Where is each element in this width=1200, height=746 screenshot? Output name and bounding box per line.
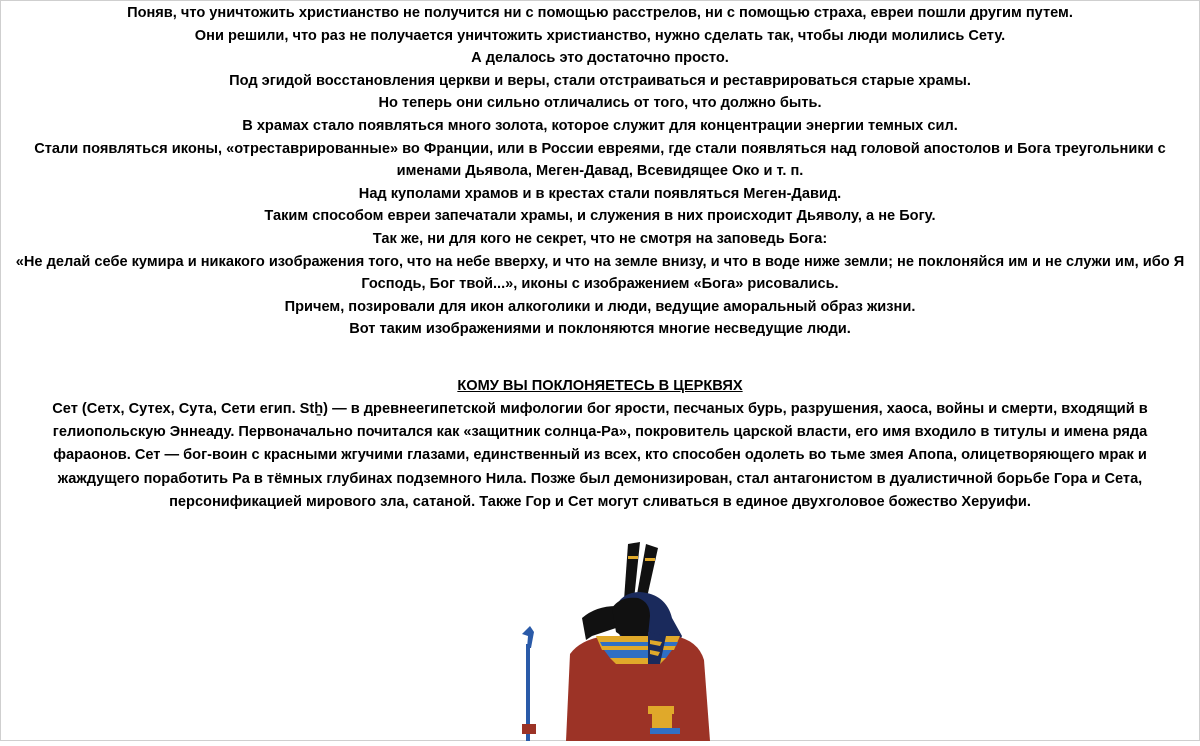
intro-text	[0, 0, 1200, 341]
section-title: КОМУ ВЫ ПОКЛОНЯЕТЕСЬ В ЦЕРКВЯХ	[457, 377, 743, 394]
intro-line: Поняв, что уничтожить христианство не получится ни с помощью расстрелов, ни с помощью страха, евреи пошли другим путем.	[127, 5, 1073, 21]
intro-line: Но теперь они сильно отличались от того, что должно быть.	[378, 95, 822, 112]
intro-line: Над куполами храмов и в крестах стали появляться Меген-Давид.	[358, 185, 842, 202]
section-body: Сет (Сетх, Сутех, Сута, Сети егип. Stẖ) — в древнеегипетской мифологии бог ярости, песчаных бурь, разрушения, хаоса, войны и смерти, входящий в гелиопольскую Эннеаду. Первоначально почитался как «защитник солнца-Ра», покровитель царской власти, его имя входило в титулы и имена ряда фараонов. Сет — бог-воин с красными жгучими глазами, единственный из всех, кто способен одолеть во тьме змея Апопа, олицетворяющего мрак и жаждущего поработить Ра в тёмных глубинах подземного Нила. Позже был демонизирован, стал антагонистом в дуалистичной борьбе Гора и Сета, персонификацией мирового зла, сатаной. Также Гор и Сет могут сливаться в единое двухголовое божество Херуифи.	[52, 400, 1148, 511]
intro-line: Стали появляться иконы, «отреставрированные» во Франции, или в России евреями, где стали появляться над головой апостолов и Бога треугольники с именами Дьявола, Меген-Давад, Всевидящее Око и т. п.	[34, 140, 1166, 180]
intro-line: Вот таким изображениями и поклоняются многие несведущие люди.	[349, 321, 851, 338]
intro-line: Под эгидой восстановления церкви и веры, стали отстраиваться и реставрироваться старые храмы.	[229, 72, 971, 89]
intro-line: А делалось это достаточно просто.	[471, 50, 729, 67]
set-deity-illustration	[500, 536, 720, 741]
intro-line: Причем, позировали для икон алкоголики и люди, ведущие аморальный образ жизни.	[284, 298, 916, 315]
intro-line: Так же, ни для кого не секрет, что не смотря на заповедь Бога:	[372, 230, 828, 247]
set-figure-image	[500, 536, 720, 741]
head	[612, 598, 650, 640]
intro-line: Таким способом евреи запечатали храмы, и служения в них происходит Дьяволу, а не Богу.	[264, 208, 936, 225]
intro-line: «Не делай себе кумира и никакого изображения того, что на небе вверху, и что на земле внизу, и что в воде ниже земли; не поклоняйся им и не служи им, ибо Я Господь, Бог твой...», иконы с изображением «Бога» рисовались.	[15, 253, 1185, 293]
intro-line: Они решили, что раз не получается уничтожить христианство, нужно сделать так, чтобы люди молились Сету.	[194, 27, 1006, 44]
intro-line: В храмах стало появляться много золота, которое служит для концентрации энергии темных сил.	[242, 117, 958, 134]
was-staff	[522, 626, 534, 741]
